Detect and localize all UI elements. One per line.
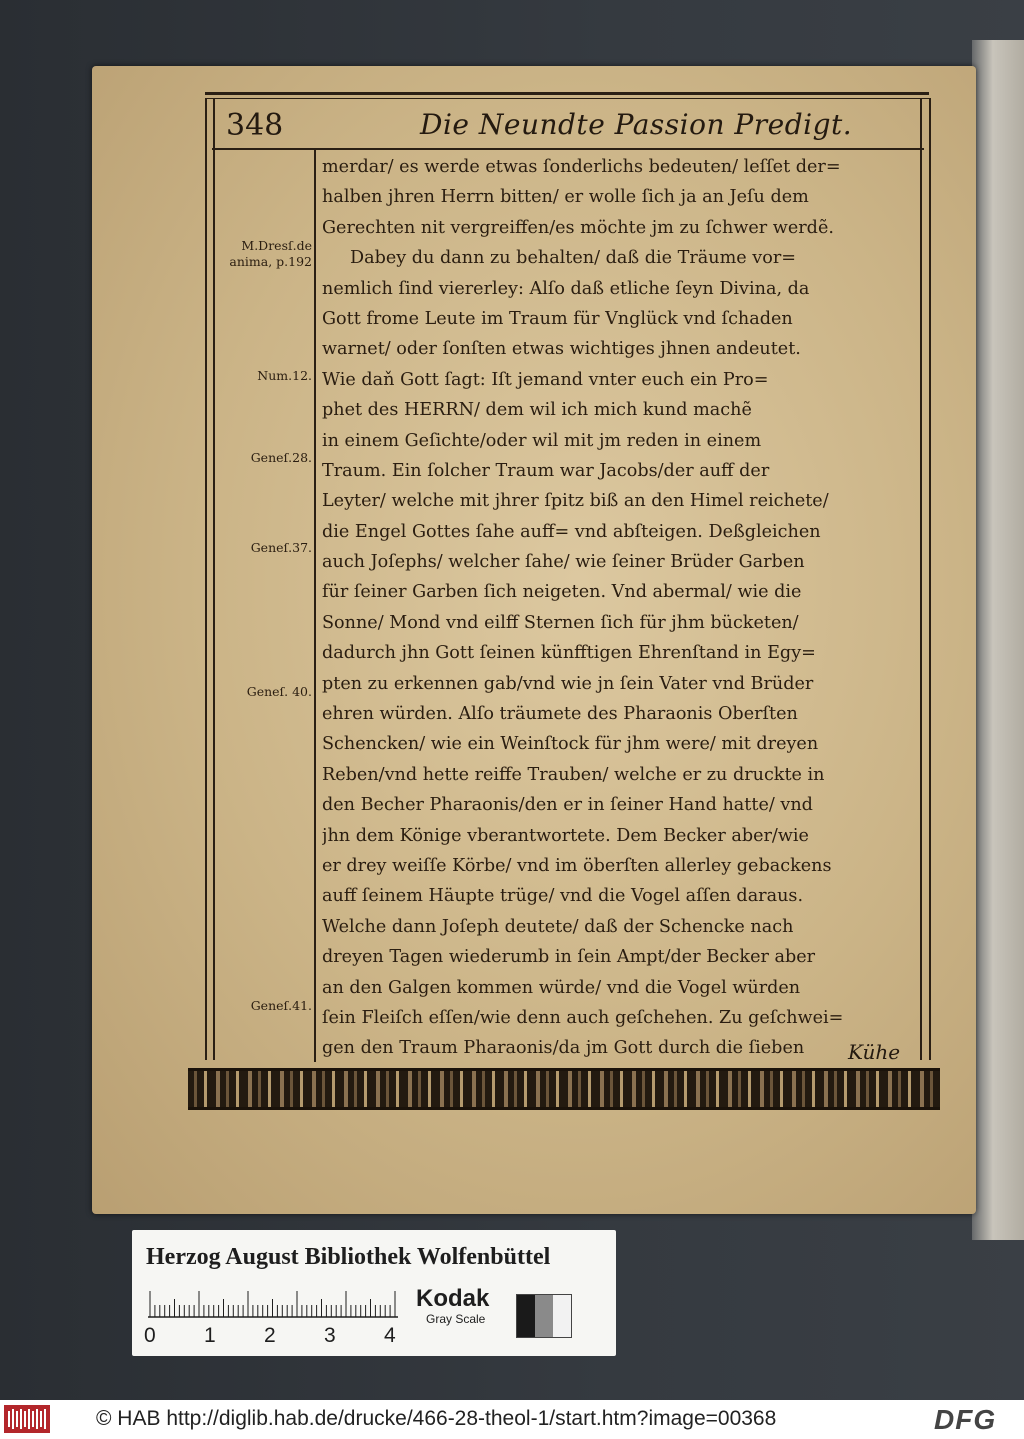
ruler-number: 2 — [264, 1324, 276, 1347]
body-text — [322, 152, 916, 1064]
text-line: an den Galgen kommen würde/ vnd die Vogel würden — [322, 977, 801, 998]
text-line: ſein Fleiſch eſſen/wie denn auch geſchehen. Zu geſchwei= — [322, 1007, 844, 1028]
ornament-border-icon — [188, 1068, 940, 1110]
gray-scale-label: Gray Scale — [426, 1312, 486, 1326]
margin-note: Num.12. — [257, 368, 312, 383]
text-line: auff ſeinem Häupte trüge/ vnd die Vogel aſſen daraus. — [322, 886, 804, 907]
ruler-number: 3 — [324, 1324, 336, 1347]
text-line: pten zu erkennen gab/vnd wie jn ſein Vater vnd Brüder — [322, 673, 814, 694]
swatch-mid — [535, 1295, 553, 1337]
text-line: Wie daň Gott ſagt: Iſt jemand vnter euch ein Pro= — [322, 369, 769, 390]
frame-right-inner — [920, 98, 922, 1060]
swatch-dark — [517, 1295, 535, 1337]
text-line: Schencken/ wie ein Weinſtock für jhm were/ mit dreyen — [322, 734, 819, 755]
page-frame-top-inner — [205, 98, 929, 99]
ruler-icon — [148, 1290, 398, 1318]
text-line: Sonne/ Mond vnd eilff Sternen ſich für jhm bücketen/ — [322, 612, 799, 633]
ruler-number: 1 — [204, 1324, 216, 1347]
text-line: für ſeiner Garben ſich neigeten. Vnd abermal/ wie die — [322, 582, 802, 603]
margin-rule — [314, 148, 316, 1062]
adjacent-page-edge — [972, 40, 1024, 1240]
text-line: die Engel Gottes ſahe auff= vnd abſteigen. Deßgleichen — [322, 521, 821, 542]
text-line: merdar/ es werde etwas ſonderlichs bedeuten/ leſſet der= — [322, 157, 841, 177]
copyright-link[interactable]: © HAB http://diglib.hab.de/drucke/466-28-theol-1/start.htm?image=00368 — [96, 1407, 777, 1430]
text-line: nemlich ſind viererley: Alſo daß etliche ſeyn Divina, da — [322, 278, 810, 299]
text-line: Traum. Ein ſolcher Traum war Jacobs/der auff der — [322, 460, 770, 481]
text-line: ehren würden. Alſo träumete des Pharaonis Oberſten — [322, 704, 798, 725]
frame-left-outer — [205, 98, 207, 1060]
text-line: gen den Traum Pharaonis/da jm Gott durch die ſieben — [322, 1038, 805, 1059]
margin-note: Geneſ.37. — [250, 540, 312, 555]
frame-left-inner — [213, 98, 215, 1060]
text-line: den Becher Pharaonis/den er in ſeiner Hand hatte/ vnd — [322, 795, 813, 816]
swatch-light — [553, 1295, 571, 1337]
running-title: Die Neundte Passion Predigt. — [420, 108, 853, 141]
kodak-brand: Kodak — [416, 1285, 490, 1312]
margin-note: M.Dresſ.de anima, p.192 — [229, 238, 312, 269]
dfg-logo: DFG — [934, 1404, 997, 1435]
text-line: in einem Geſichte/oder wil mit jm reden in einem — [322, 430, 762, 451]
text-line: Welche dann Joſeph deutete/ daß der Schencke nach — [322, 916, 794, 937]
ruler-number: 0 — [144, 1324, 156, 1347]
text-line: dadurch jhn Gott ſeinen künfftigen Ehrenſtand in Egy= — [322, 643, 816, 664]
ruler-number: 4 — [384, 1324, 396, 1347]
text-line: Dabey du dann zu behalten/ daß die Träume vor= — [350, 248, 796, 269]
text-line: warnet/ oder ſonſten etwas wichtiges jhnen andeutet. — [322, 339, 801, 360]
text-line: Leyter/ welche mit jhrer ſpitz biß an den Himel reichete/ — [322, 491, 829, 512]
institution-name: Herzog August Bibliothek Wolfenbüttel — [146, 1244, 551, 1270]
text-line: Reben/vnd hette reiffe Trauben/ welche er zu druckte in — [322, 764, 825, 785]
text-line: phet des HERRN/ dem wil ich mich kund machẽ — [322, 400, 752, 421]
hab-logo-icon — [4, 1405, 50, 1433]
text-line: dreyen Tagen wiederumb in ſein Ampt/der Becker aber — [322, 947, 816, 968]
margin-note: Geneſ.28. — [250, 450, 312, 465]
frame-right-outer — [929, 98, 931, 1060]
text-line: auch Joſephs/ welcher ſahe/ wie ſeiner Brüder Garben — [322, 552, 805, 573]
text-line: Gerechten nit vergreiffen/es möchte jm zu ſchwer werdẽ. — [322, 217, 834, 238]
footer-bar — [0, 1400, 1024, 1439]
catchword: Kühe — [848, 1040, 901, 1064]
margin-note: Geneſ.41. — [250, 998, 312, 1013]
page-number: 348 — [226, 108, 284, 143]
header-rule — [212, 148, 924, 150]
margin-note: Geneſ. 40. — [246, 684, 312, 699]
color-calibration-label — [132, 1230, 616, 1356]
text-line: Gott frome Leute im Traum für Vnglück vnd ſchaden — [322, 308, 793, 329]
text-line: jhn dem Könige vberantwortete. Dem Becker aber/wie — [322, 825, 809, 846]
gray-swatches — [516, 1294, 572, 1338]
text-line: halben jhren Herrn bitten/ er wolle ſich ja an Jeſu dem — [322, 187, 809, 208]
text-line: er drey weiſſe Körbe/ vnd im öberſten allerley gebackens — [322, 855, 832, 876]
